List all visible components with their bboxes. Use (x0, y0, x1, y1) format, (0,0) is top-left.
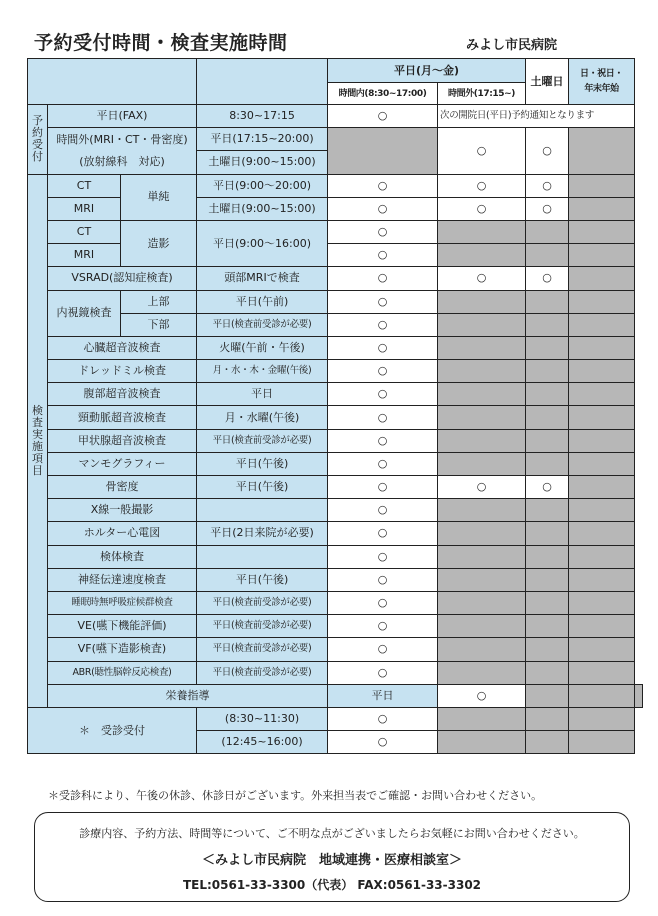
cell-gray (438, 707, 526, 730)
row-label: ドレッドミル検査 (48, 360, 197, 383)
cell-gray (438, 290, 526, 313)
table-row (28, 568, 643, 591)
cell-weekday-out: ○ (438, 174, 526, 197)
cell-gray (569, 383, 635, 406)
cell-gray (526, 452, 569, 475)
table-row (28, 476, 643, 499)
cell-weekday-in: ○ (328, 591, 438, 614)
cell-gray (569, 313, 635, 336)
header-blank-time (197, 59, 328, 105)
row-label: 心臓超音波検査 (48, 336, 197, 359)
header-holiday-line1: 日・祝日・ (580, 69, 624, 79)
cell-gray (569, 707, 635, 730)
cell-gray (526, 661, 569, 684)
cell-gray (438, 360, 526, 383)
side-char: 実 (32, 427, 43, 441)
table-row (28, 429, 643, 452)
row-time: 火曜(午前・午後) (197, 336, 328, 359)
page-title: 予約受付時間・検査実施時間 (34, 32, 288, 54)
footnote: ＊受診科により、午後の休診、休診日がございます。外来担当表でご確認・お問い合わせください。 (48, 789, 543, 802)
cell-weekday-in: ○ (328, 406, 438, 429)
contact-phone: TEL:0561-33-3300（代表） FAX:0561-33-3302 (182, 878, 482, 892)
row-time: 土曜日(9:00~15:00) (197, 151, 328, 174)
cell-gray (526, 684, 569, 707)
row-time: 平日(午後) (197, 452, 328, 475)
cell-gray (438, 545, 526, 568)
header-holiday-line2: 年末年始 (584, 84, 619, 94)
cell-gray (438, 615, 526, 638)
header-row (28, 59, 643, 83)
cell-gray (526, 360, 569, 383)
cell-weekday-in: ○ (328, 105, 438, 128)
cell-gray (526, 244, 569, 267)
table-row (28, 105, 643, 128)
cell-saturday: ○ (526, 476, 569, 499)
cell-gray (569, 220, 635, 243)
cell-weekday-in: ○ (328, 707, 438, 730)
cell-gray (569, 128, 635, 174)
table-row (28, 290, 643, 313)
table-row (28, 661, 643, 684)
cell-gray (526, 568, 569, 591)
row-label: 神経伝達速度検査 (48, 568, 197, 591)
table-row (28, 406, 643, 429)
table-row (28, 707, 643, 730)
row-label-ct: CT (48, 174, 121, 197)
cell-gray (526, 336, 569, 359)
row-label-line1: 時間外(MRI・CT・骨密度) (56, 132, 188, 146)
row-time: 土曜日(9:00~15:00) (197, 197, 328, 220)
cell-saturday: ○ (526, 174, 569, 197)
table-row (28, 545, 643, 568)
cell-gray (569, 290, 635, 313)
cell-gray (438, 731, 526, 754)
cell-gray (438, 522, 526, 545)
cell-gray (526, 313, 569, 336)
cell-gray (569, 406, 635, 429)
cell-weekday-in: ○ (328, 615, 438, 638)
cell-weekday-in: ○ (328, 638, 438, 661)
cell-weekday-out: ○ (438, 476, 526, 499)
row-time: 平日 (328, 684, 438, 707)
row-time: 平日(検査前受診が必要) (197, 429, 328, 452)
cell-gray (526, 545, 569, 568)
cell-gray (526, 707, 569, 730)
cell-gray (438, 452, 526, 475)
cell-gray (526, 731, 569, 754)
cell-weekday-in: ○ (328, 731, 438, 754)
cell-gray (438, 406, 526, 429)
cell-weekday-out: ○ (438, 128, 526, 174)
cell-gray (526, 220, 569, 243)
table-row (28, 383, 643, 406)
row-label: 栄養指導 (48, 684, 328, 707)
fax-note: 次の開院日(平日)予約通知となります (438, 105, 635, 128)
cell-gray (328, 128, 438, 174)
row-label: ＊ 受診受付 (28, 707, 197, 753)
cell-gray (569, 360, 635, 383)
row-label-mri: MRI (48, 244, 121, 267)
cell-weekday-out: ○ (438, 197, 526, 220)
row-label: 睡眠時無呼吸症候群検査 (48, 591, 197, 614)
row-label-endoscopy: 内視鏡検査 (48, 290, 121, 336)
cell-gray (569, 476, 635, 499)
cell-gray (526, 499, 569, 522)
cell-gray (438, 336, 526, 359)
row-time: 平日(2日来院が必要) (197, 522, 328, 545)
header-weekday: 平日(月～金) (328, 59, 526, 83)
cell-weekday-in: ○ (328, 476, 438, 499)
contact-box (34, 812, 630, 902)
cell-weekday-in: ○ (328, 545, 438, 568)
schedule-table (27, 58, 643, 754)
row-time: 平日(9:00～16:00) (197, 220, 328, 266)
cell-weekday-out: ○ (438, 267, 526, 290)
cell-gray (569, 545, 635, 568)
row-sub-upper: 上部 (121, 290, 197, 313)
cell-gray (569, 522, 635, 545)
cell-saturday: ○ (526, 197, 569, 220)
side-char: 約 (32, 126, 43, 140)
cell-gray (438, 383, 526, 406)
cell-weekday-in: ○ (328, 290, 438, 313)
cell-saturday: ○ (526, 267, 569, 290)
table-row (28, 684, 643, 707)
side-char: 付 (32, 150, 43, 164)
header-weekday-out: 時間外(17:15~) (438, 83, 526, 105)
cell-gray (569, 615, 635, 638)
cell-gray (569, 452, 635, 475)
row-time (197, 545, 328, 568)
row-time: 平日(午後) (197, 476, 328, 499)
cell-gray (526, 383, 569, 406)
side-char: 検 (32, 403, 43, 417)
header-holiday (569, 59, 635, 105)
row-label: 検体検査 (48, 545, 197, 568)
cell-gray (438, 568, 526, 591)
side-char: 予 (32, 114, 43, 128)
row-time: 平日(17:15~20:00) (197, 128, 328, 151)
table-row (28, 128, 643, 151)
cell-gray (526, 290, 569, 313)
cell-gray (438, 313, 526, 336)
table-row (28, 522, 643, 545)
table-row (28, 360, 643, 383)
cell-gray (569, 661, 635, 684)
row-time: 平日(午前) (197, 290, 328, 313)
row-time: (12:45~16:00) (197, 731, 328, 754)
cell-weekday-in: ○ (328, 220, 438, 243)
row-time: 月・水曜(午後) (197, 406, 328, 429)
row-label: 平日(FAX) (48, 105, 197, 128)
row-time (197, 499, 328, 522)
row-label-mri: MRI (48, 197, 121, 220)
cell-weekday-in: ○ (328, 174, 438, 197)
cell-gray (526, 591, 569, 614)
cell-gray (569, 684, 635, 707)
cell-weekday-in: ○ (328, 197, 438, 220)
cell-gray (569, 731, 635, 754)
cell-weekday-in: ○ (328, 499, 438, 522)
cell-weekday-in: ○ (328, 452, 438, 475)
header-blank (28, 59, 197, 105)
cell-gray (569, 267, 635, 290)
cell-gray (635, 684, 643, 707)
cell-gray (526, 406, 569, 429)
side-char: 目 (32, 463, 43, 477)
row-label-line2: (放射線科 対応) (79, 154, 165, 168)
table-row (28, 197, 643, 220)
cell-weekday-in: ○ (328, 429, 438, 452)
row-label: マンモグラフィー (48, 452, 197, 475)
row-label: VF(嚥下造影検査) (48, 638, 197, 661)
cell-gray (569, 591, 635, 614)
row-time: 平日(検査前受診が必要) (197, 638, 328, 661)
cell-gray (569, 568, 635, 591)
row-time: (8:30~11:30) (197, 707, 328, 730)
cell-gray (438, 661, 526, 684)
cell-gray (526, 429, 569, 452)
cell-weekday-in: ○ (328, 661, 438, 684)
row-label: 甲状腺超音波検査 (48, 429, 197, 452)
row-time: 8:30~17:15 (197, 105, 328, 128)
table-row (28, 220, 643, 243)
cell-weekday-in: ○ (328, 244, 438, 267)
row-sub-lower: 下部 (121, 313, 197, 336)
row-label: ABR(聴性脳幹反応検査) (48, 661, 197, 684)
cell-gray (438, 220, 526, 243)
cell-gray (569, 197, 635, 220)
cell-gray (569, 429, 635, 452)
cell-gray (438, 591, 526, 614)
row-label: VSRAD(認知症検査) (48, 267, 197, 290)
cell-gray (569, 174, 635, 197)
side-char: 項 (32, 451, 43, 465)
cell-weekday-in: ○ (328, 522, 438, 545)
side-char: 施 (32, 439, 43, 453)
row-time: 平日(9:00～20:00) (197, 174, 328, 197)
table-row (28, 615, 643, 638)
row-label (48, 128, 197, 174)
row-sub-simple: 単純 (121, 174, 197, 220)
row-label: 頸動脈超音波検査 (48, 406, 197, 429)
header-saturday: 土曜日 (526, 59, 569, 105)
side-char: 査 (32, 415, 43, 429)
table-row (28, 267, 643, 290)
row-label: 腹部超音波検査 (48, 383, 197, 406)
cell-gray (569, 638, 635, 661)
table-row (28, 174, 643, 197)
table-row (28, 499, 643, 522)
cell-weekday-in: ○ (328, 313, 438, 336)
table-row (28, 591, 643, 614)
row-label: 骨密度 (48, 476, 197, 499)
table-row (28, 313, 643, 336)
hospital-name: みよし市民病院 (466, 38, 558, 53)
row-label: X線一般撮影 (48, 499, 197, 522)
row-label-ct: CT (48, 220, 121, 243)
row-label: ホルター心電図 (48, 522, 197, 545)
cell-saturday: ○ (526, 128, 569, 174)
row-sub-contrast: 造影 (121, 220, 197, 266)
row-time: 頭部MRIで検査 (197, 267, 328, 290)
header-weekday-in: 時間内(8:30~17:00) (328, 83, 438, 105)
side-label-exam (28, 174, 48, 707)
cell-weekday-in: ○ (328, 336, 438, 359)
row-time: 平日(検査前受診が必要) (197, 661, 328, 684)
cell-gray (526, 638, 569, 661)
row-time: 平日(検査前受診が必要) (197, 591, 328, 614)
row-time: 平日(検査前受診が必要) (197, 313, 328, 336)
table-row (28, 244, 643, 267)
cell-gray (438, 429, 526, 452)
cell-gray (569, 336, 635, 359)
cell-weekday-in: ○ (328, 568, 438, 591)
contact-message: 診療内容、予約方法、時間等について、ご不明な点がございましたらお気軽にお問い合わせください。 (79, 827, 585, 840)
table-row (28, 336, 643, 359)
row-time: 平日(検査前受診が必要) (197, 615, 328, 638)
cell-weekday-in: ○ (328, 360, 438, 383)
cell-gray (569, 499, 635, 522)
row-time: 月・水・木・金曜(午後) (197, 360, 328, 383)
side-char: 受 (32, 138, 43, 152)
cell-gray (438, 638, 526, 661)
table-row (28, 638, 643, 661)
side-label-reservation (28, 105, 48, 175)
cell-weekday-in: ○ (438, 684, 526, 707)
cell-weekday-in: ○ (328, 383, 438, 406)
row-time: 平日 (197, 383, 328, 406)
row-time: 平日(午後) (197, 568, 328, 591)
cell-gray (438, 499, 526, 522)
cell-gray (438, 244, 526, 267)
contact-department: ＜みよし市民病院 地域連携・医療相談室＞ (201, 853, 462, 868)
row-label: VE(嚥下機能評価) (48, 615, 197, 638)
cell-gray (526, 522, 569, 545)
table-row (28, 452, 643, 475)
cell-weekday-in: ○ (328, 267, 438, 290)
cell-gray (569, 244, 635, 267)
cell-gray (526, 615, 569, 638)
